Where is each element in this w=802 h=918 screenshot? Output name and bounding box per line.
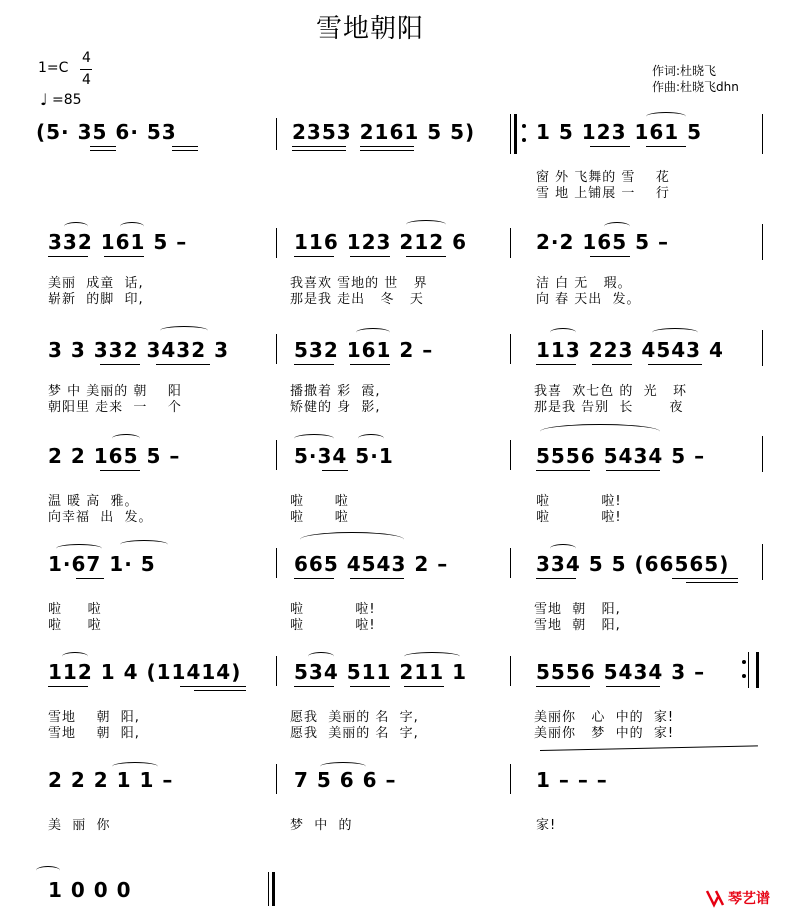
lyric-verse2: 美丽你 梦 中的 家!	[534, 726, 675, 741]
lyric-verse2: 那是我 告别 长 夜	[534, 400, 684, 415]
measure: 532 161 2 –	[294, 338, 434, 362]
lyric-verse1: 愿我 美丽的 名 字,	[290, 710, 419, 725]
lyric-verse1: 美丽 成童 话,	[48, 276, 144, 291]
lyric-verse2: 朝阳里 走来 一 个	[48, 400, 182, 415]
measure: 334 5 5 (66565)	[536, 552, 730, 576]
lyric-verse2: 啦 啦	[48, 618, 102, 633]
measure: 2353 2161 5 5)	[292, 120, 476, 144]
lyric-verse2: 向 春 天出 发。	[536, 292, 641, 307]
measure: 5556 5434 5 –	[536, 444, 706, 468]
lyric-verse1: 美丽你 心 中的 家!	[534, 710, 675, 725]
lyric-verse1: 洁 白 无 瑕。	[536, 276, 632, 291]
lyric-verse2: 啦 啦!	[536, 510, 622, 525]
qinyipu-logo-icon	[704, 888, 726, 908]
lyric-verse2: 啦 啦!	[290, 618, 376, 633]
lyric-verse1: 我喜欢 雪地的 世 界	[290, 276, 428, 291]
measure: 5·34 5·1	[294, 444, 394, 468]
lyric-verse2: 雪地 朝 阳,	[534, 618, 621, 633]
lyric-verse2: 啦 啦	[290, 510, 349, 525]
measure: 1 5 123 161 5	[536, 120, 703, 144]
measure: 332 161 5 –	[48, 230, 188, 254]
measure: 1·67 1· 5	[48, 552, 156, 576]
measure: 2·2 165 5 –	[536, 230, 669, 254]
lyric-verse2: 向幸福 出 发。	[48, 510, 153, 525]
measure: 2 2 165 5 –	[48, 444, 181, 468]
lyric-verse1: 雪地 朝 阳,	[48, 710, 140, 725]
lyric-verse1: 美 丽 你	[48, 818, 111, 833]
lyric-verse1: 家!	[536, 818, 557, 833]
lyricist-credit: 作词:杜晓飞	[652, 64, 717, 78]
lyric-verse1: 梦 中 的	[290, 818, 353, 833]
lyric-verse1: 啦 啦!	[536, 494, 622, 509]
measure: 2 2 2 1 1 –	[48, 768, 174, 792]
lyric-verse1: 我喜 欢七色 的 光 环	[534, 384, 688, 399]
measure: (5· 35 6· 53	[36, 120, 177, 144]
composer-credit: 作曲:杜晓飞dhn	[652, 80, 739, 94]
lyric-verse1: 播撒着 彩 霞,	[290, 384, 381, 399]
time-signature-bottom: 4	[82, 72, 91, 88]
lyric-verse2: 雪地 朝 阳,	[48, 726, 140, 741]
tempo-marking: =85	[52, 92, 82, 108]
lyric-verse2: 雪 地 上铺展 一 行	[536, 186, 670, 201]
measure: 113 223 4543 4	[536, 338, 724, 362]
watermark-text: 琴艺谱	[728, 891, 770, 907]
time-signature-top: 4	[82, 50, 91, 66]
lyric-verse2: 那是我 走出 冬 天	[290, 292, 424, 307]
lyric-verse1: 窗 外 飞舞的 雪 花	[536, 170, 670, 185]
lyric-verse1: 梦 中 美丽的 朝 阳	[48, 384, 182, 399]
measure: 7 5 6 6 –	[294, 768, 397, 792]
qinyipu-watermark	[704, 888, 770, 908]
lyric-verse1: 啦 啦!	[290, 602, 376, 617]
measure: 5556 5434 3 –	[536, 660, 706, 684]
measure: 116 123 212 6	[294, 230, 468, 254]
quarter-note-icon: ♩	[40, 90, 48, 109]
lyric-verse2: 愿我 美丽的 名 字,	[290, 726, 419, 741]
lyric-verse2: 崭新 的脚 印,	[48, 292, 144, 307]
measure: 3 3 332 3432 3	[48, 338, 230, 362]
measure: 534 511 211 1	[294, 660, 468, 684]
song-title: 雪地朝阳	[316, 14, 425, 44]
measure: 1 0 0 0	[48, 878, 132, 902]
measure: 665 4543 2 –	[294, 552, 449, 576]
measure: 1 – – –	[536, 768, 608, 792]
lyric-verse1: 啦 啦	[290, 494, 349, 509]
measure: 112 1 4 (11414)	[48, 660, 242, 684]
lyric-verse1: 雪地 朝 阳,	[534, 602, 621, 617]
lyric-verse2: 矫健的 身 影,	[290, 400, 381, 415]
key-signature: 1=C	[38, 60, 69, 76]
lyric-verse1: 啦 啦	[48, 602, 102, 617]
lyric-verse1: 温 暖 高 雅。	[48, 494, 139, 509]
